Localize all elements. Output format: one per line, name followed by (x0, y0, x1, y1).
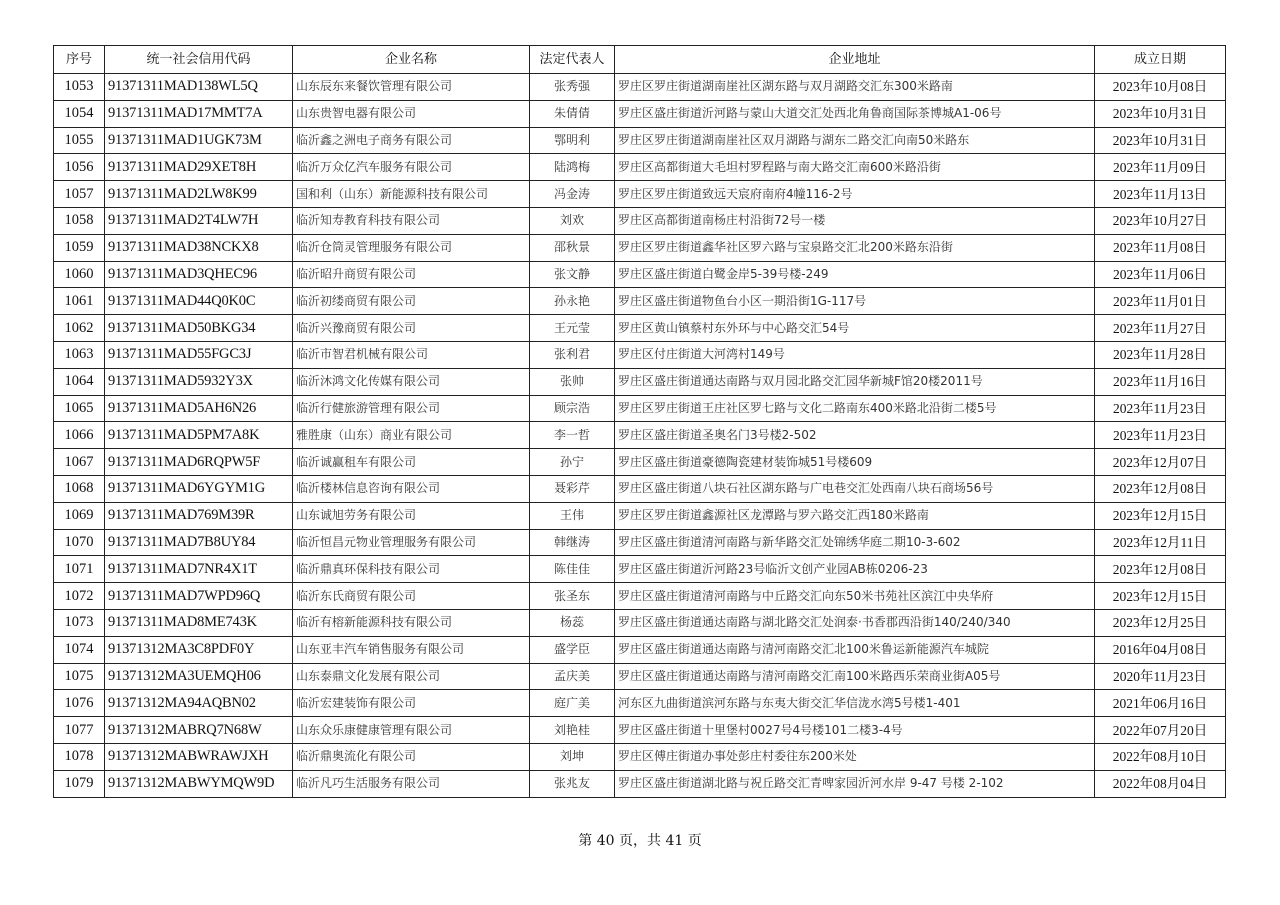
cell-company-address: 罗庄区盛庄街道十里堡村0027号4号楼101二楼3-4号 (615, 717, 1095, 744)
cell-establishment-date: 2023年12月25日 (1095, 609, 1226, 636)
cell-credit-code: 91371312MABWYMQW9D (105, 770, 293, 797)
table-row (54, 368, 1226, 395)
header-company-name: 企业名称 (293, 46, 530, 74)
cell-company-name: 临沂兴豫商贸有限公司 (293, 315, 530, 342)
cell-establishment-date: 2023年10月08日 (1095, 74, 1226, 101)
cell-serial-number: 1072 (54, 583, 105, 610)
header-serial-number: 序号 (54, 46, 105, 74)
table-row (54, 690, 1226, 717)
cell-serial-number: 1055 (54, 127, 105, 154)
cell-company-address: 罗庄区盛庄街道沂河路与蒙山大道交汇处西北角鲁商国际茶博城A1-06号 (615, 100, 1095, 127)
cell-company-name: 临沂知寿教育科技有限公司 (293, 207, 530, 234)
cell-legal-representative: 韩继涛 (530, 529, 615, 556)
cell-establishment-date: 2022年08月04日 (1095, 770, 1226, 797)
table-row (54, 502, 1226, 529)
cell-legal-representative: 顾宗浩 (530, 395, 615, 422)
cell-establishment-date: 2023年11月13日 (1095, 181, 1226, 208)
cell-credit-code: 91371311MAD50BKG34 (105, 315, 293, 342)
cell-credit-code: 91371311MAD38NCKX8 (105, 234, 293, 261)
cell-legal-representative: 孙宁 (530, 449, 615, 476)
cell-company-name: 临沂昭升商贸有限公司 (293, 261, 530, 288)
cell-company-address: 罗庄区盛庄街道沂河路23号临沂文创产业园AB栋0206-23 (615, 556, 1095, 583)
cell-legal-representative: 王元莹 (530, 315, 615, 342)
cell-legal-representative: 庭广美 (530, 690, 615, 717)
table-row (54, 207, 1226, 234)
cell-legal-representative: 李一哲 (530, 422, 615, 449)
cell-credit-code: 91371311MAD6RQPW5F (105, 449, 293, 476)
cell-establishment-date: 2023年11月09日 (1095, 154, 1226, 181)
cell-legal-representative: 刘艳桂 (530, 717, 615, 744)
cell-company-name: 临沂初缕商贸有限公司 (293, 288, 530, 315)
table-row (54, 663, 1226, 690)
table-row (54, 636, 1226, 663)
cell-legal-representative: 邵秋景 (530, 234, 615, 261)
cell-legal-representative: 孙永艳 (530, 288, 615, 315)
table-header-row (54, 46, 1226, 74)
cell-company-name: 临沂宏建装饰有限公司 (293, 690, 530, 717)
cell-serial-number: 1070 (54, 529, 105, 556)
cell-credit-code: 91371312MA94AQBN02 (105, 690, 293, 717)
cell-credit-code: 91371311MAD55FGC3J (105, 341, 293, 368)
header-company-address: 企业地址 (615, 46, 1095, 74)
cell-legal-representative: 盛学臣 (530, 636, 615, 663)
cell-company-address: 罗庄区付庄街道大河湾村149号 (615, 341, 1095, 368)
cell-establishment-date: 2023年12月15日 (1095, 583, 1226, 610)
cell-company-address: 罗庄区盛庄街道通达南路与清河南路交汇北100米鲁运新能源汽车城院 (615, 636, 1095, 663)
table-row (54, 770, 1226, 797)
cell-company-address: 罗庄区盛庄街道通达南路与湖北路交汇处润泰·书香郡西沿街140/240/340 (615, 609, 1095, 636)
cell-establishment-date: 2023年11月23日 (1095, 422, 1226, 449)
cell-legal-representative: 陆鸿梅 (530, 154, 615, 181)
cell-legal-representative: 冯金涛 (530, 181, 615, 208)
table-row (54, 583, 1226, 610)
cell-establishment-date: 2023年12月08日 (1095, 475, 1226, 502)
cell-company-address: 罗庄区罗庄街道湖南崖社区湖东路与双月湖路交汇东300米路南 (615, 74, 1095, 101)
cell-serial-number: 1068 (54, 475, 105, 502)
cell-establishment-date: 2023年12月15日 (1095, 502, 1226, 529)
cell-serial-number: 1054 (54, 100, 105, 127)
cell-company-name: 临沂万众亿汽车服务有限公司 (293, 154, 530, 181)
table-body (54, 74, 1226, 798)
header-establishment-date: 成立日期 (1095, 46, 1226, 74)
cell-company-address: 罗庄区傅庄街道办事处彭庄村委往东200米处 (615, 743, 1095, 770)
cell-company-address: 罗庄区高都街道大毛坦村罗程路与南大路交汇南600米路沿街 (615, 154, 1095, 181)
cell-credit-code: 91371311MAD44Q0K0C (105, 288, 293, 315)
cell-serial-number: 1066 (54, 422, 105, 449)
table-row (54, 261, 1226, 288)
cell-company-address: 罗庄区盛庄街道清河南路与中丘路交汇向东50米书苑社区滨江中央华府 (615, 583, 1095, 610)
table-row (54, 341, 1226, 368)
cell-serial-number: 1060 (54, 261, 105, 288)
cell-serial-number: 1056 (54, 154, 105, 181)
cell-establishment-date: 2023年11月27日 (1095, 315, 1226, 342)
cell-legal-representative: 张兆友 (530, 770, 615, 797)
cell-serial-number: 1074 (54, 636, 105, 663)
cell-company-name: 山东亚丰汽车销售服务有限公司 (293, 636, 530, 663)
cell-company-name: 临沂市智君机械有限公司 (293, 341, 530, 368)
cell-company-name: 山东泰鼎文化发展有限公司 (293, 663, 530, 690)
cell-serial-number: 1064 (54, 368, 105, 395)
cell-company-address: 罗庄区盛庄街道通达南路与双月园北路交汇园华新城F馆20楼2011号 (615, 368, 1095, 395)
cell-company-address: 罗庄区盛庄街道清河南路与新华路交汇处锦绣华庭二期10-3-602 (615, 529, 1095, 556)
header-credit-code: 统一社会信用代码 (105, 46, 293, 74)
cell-credit-code: 91371311MAD6YGYM1G (105, 475, 293, 502)
cell-establishment-date: 2023年10月27日 (1095, 207, 1226, 234)
cell-serial-number: 1076 (54, 690, 105, 717)
table-row (54, 127, 1226, 154)
cell-credit-code: 91371311MAD8ME743K (105, 609, 293, 636)
cell-company-name: 山东诚旭劳务有限公司 (293, 502, 530, 529)
cell-legal-representative: 孟庆美 (530, 663, 615, 690)
cell-legal-representative: 刘欢 (530, 207, 615, 234)
cell-establishment-date: 2023年11月28日 (1095, 341, 1226, 368)
cell-company-address: 罗庄区盛庄街道湖北路与祝丘路交汇青啤家园沂河水岸 9-47 号楼 2-102 (615, 770, 1095, 797)
cell-serial-number: 1058 (54, 207, 105, 234)
cell-legal-representative: 张帅 (530, 368, 615, 395)
cell-company-name: 临沂东氏商贸有限公司 (293, 583, 530, 610)
table-row (54, 100, 1226, 127)
cell-establishment-date: 2023年11月23日 (1095, 395, 1226, 422)
cell-company-address: 罗庄区盛庄街道八块石社区湖东路与广电巷交汇处西南八块石商场56号 (615, 475, 1095, 502)
cell-credit-code: 91371312MA3C8PDF0Y (105, 636, 293, 663)
cell-establishment-date: 2023年10月31日 (1095, 127, 1226, 154)
cell-legal-representative: 王伟 (530, 502, 615, 529)
cell-legal-representative: 朱倩倩 (530, 100, 615, 127)
cell-legal-representative: 张秀强 (530, 74, 615, 101)
cell-establishment-date: 2023年12月07日 (1095, 449, 1226, 476)
cell-serial-number: 1078 (54, 743, 105, 770)
cell-company-name: 山东贵智电器有限公司 (293, 100, 530, 127)
cell-credit-code: 91371312MABWRAWJXH (105, 743, 293, 770)
cell-serial-number: 1075 (54, 663, 105, 690)
cell-company-name: 临沂沐鸿文化传媒有限公司 (293, 368, 530, 395)
cell-company-address: 罗庄区盛庄街道圣奥名门3号楼2-502 (615, 422, 1095, 449)
cell-company-address: 罗庄区罗庄街道鑫源社区龙潭路与罗六路交汇西180米路南 (615, 502, 1095, 529)
cell-establishment-date: 2023年11月08日 (1095, 234, 1226, 261)
header-legal-representative: 法定代表人 (530, 46, 615, 74)
cell-establishment-date: 2023年10月31日 (1095, 100, 1226, 127)
cell-establishment-date: 2023年12月11日 (1095, 529, 1226, 556)
cell-establishment-date: 2022年08月10日 (1095, 743, 1226, 770)
cell-serial-number: 1057 (54, 181, 105, 208)
cell-credit-code: 91371311MAD2T4LW7H (105, 207, 293, 234)
table-row (54, 315, 1226, 342)
table-row (54, 529, 1226, 556)
table-row (54, 395, 1226, 422)
table-row (54, 288, 1226, 315)
table-row (54, 743, 1226, 770)
cell-serial-number: 1059 (54, 234, 105, 261)
cell-establishment-date: 2023年11月16日 (1095, 368, 1226, 395)
table-row (54, 609, 1226, 636)
cell-credit-code: 91371311MAD1UGK73M (105, 127, 293, 154)
cell-credit-code: 91371312MA3UEMQH06 (105, 663, 293, 690)
cell-company-name: 临沂诚赢租车有限公司 (293, 449, 530, 476)
table-row (54, 717, 1226, 744)
cell-establishment-date: 2016年04月08日 (1095, 636, 1226, 663)
cell-company-name: 山东辰东来餐饮管理有限公司 (293, 74, 530, 101)
cell-company-name: 临沂凡巧生活服务有限公司 (293, 770, 530, 797)
cell-company-address: 罗庄区高都街道南杨庄村沿街72号一楼 (615, 207, 1095, 234)
cell-company-address: 罗庄区罗庄街道致远天宸府南府4幢116-2号 (615, 181, 1095, 208)
cell-company-address: 罗庄区黄山镇蔡村东外环与中心路交汇54号 (615, 315, 1095, 342)
cell-legal-representative: 张圣东 (530, 583, 615, 610)
cell-credit-code: 91371311MAD2LW8K99 (105, 181, 293, 208)
cell-company-name: 临沂行健旅游管理有限公司 (293, 395, 530, 422)
cell-legal-representative: 聂彩芹 (530, 475, 615, 502)
cell-serial-number: 1065 (54, 395, 105, 422)
cell-company-address: 河东区九曲街道滨河东路与东夷大街交汇华信泷水湾5号楼1-401 (615, 690, 1095, 717)
cell-credit-code: 91371311MAD769M39R (105, 502, 293, 529)
cell-company-address: 罗庄区罗庄街道王庄社区罗七路与文化二路南东400米路北沿街二楼5号 (615, 395, 1095, 422)
cell-serial-number: 1053 (54, 74, 105, 101)
cell-company-name: 山东众乐康健康管理有限公司 (293, 717, 530, 744)
cell-credit-code: 91371311MAD17MMT7A (105, 100, 293, 127)
cell-company-name: 临沂恒昌元物业管理服务有限公司 (293, 529, 530, 556)
cell-establishment-date: 2022年07月20日 (1095, 717, 1226, 744)
cell-credit-code: 91371312MABRQ7N68W (105, 717, 293, 744)
table-row (54, 422, 1226, 449)
table-row (54, 234, 1226, 261)
cell-company-name: 临沂鼎奥流化有限公司 (293, 743, 530, 770)
cell-serial-number: 1069 (54, 502, 105, 529)
cell-legal-representative: 陈佳佳 (530, 556, 615, 583)
cell-company-name: 临沂鼎真环保科技有限公司 (293, 556, 530, 583)
cell-company-address: 罗庄区罗庄街道湖南崖社区双月湖路与湖东二路交汇向南50米路东 (615, 127, 1095, 154)
cell-serial-number: 1077 (54, 717, 105, 744)
cell-credit-code: 91371311MAD5AH6N26 (105, 395, 293, 422)
cell-company-name: 雅胜康（山东）商业有限公司 (293, 422, 530, 449)
cell-serial-number: 1073 (54, 609, 105, 636)
table-row (54, 154, 1226, 181)
cell-company-address: 罗庄区罗庄街道鑫华社区罗六路与宝泉路交汇北200米路东沿街 (615, 234, 1095, 261)
cell-establishment-date: 2020年11月23日 (1095, 663, 1226, 690)
cell-establishment-date: 2023年12月08日 (1095, 556, 1226, 583)
cell-credit-code: 91371311MAD5932Y3X (105, 368, 293, 395)
cell-establishment-date: 2023年11月01日 (1095, 288, 1226, 315)
cell-legal-representative: 杨蕊 (530, 609, 615, 636)
table-row (54, 449, 1226, 476)
cell-company-address: 罗庄区盛庄街道豪德陶瓷建材装饰城51号楼609 (615, 449, 1095, 476)
cell-serial-number: 1061 (54, 288, 105, 315)
cell-legal-representative: 刘坤 (530, 743, 615, 770)
table-row (54, 74, 1226, 101)
cell-credit-code: 91371311MAD138WL5Q (105, 74, 293, 101)
cell-company-address: 罗庄区盛庄街道物鱼台小区一期沿街1G-117号 (615, 288, 1095, 315)
cell-legal-representative: 张利君 (530, 341, 615, 368)
cell-establishment-date: 2021年06月16日 (1095, 690, 1226, 717)
cell-legal-representative: 张文静 (530, 261, 615, 288)
cell-serial-number: 1067 (54, 449, 105, 476)
enterprise-registry-table (53, 45, 1226, 798)
cell-serial-number: 1063 (54, 341, 105, 368)
table-row (54, 181, 1226, 208)
cell-company-name: 国和利（山东）新能源科技有限公司 (293, 181, 530, 208)
table-row (54, 475, 1226, 502)
cell-credit-code: 91371311MAD7B8UY84 (105, 529, 293, 556)
cell-company-address: 罗庄区盛庄街道白鹭金岸5-39号楼-249 (615, 261, 1095, 288)
cell-company-name: 临沂鑫之洲电子商务有限公司 (293, 127, 530, 154)
cell-establishment-date: 2023年11月06日 (1095, 261, 1226, 288)
cell-serial-number: 1071 (54, 556, 105, 583)
cell-serial-number: 1079 (54, 770, 105, 797)
page-number-footer: 第 40 页，共 41 页 (578, 833, 702, 849)
cell-company-name: 临沂仓筒灵管理服务有限公司 (293, 234, 530, 261)
cell-company-address: 罗庄区盛庄街道通达南路与清河南路交汇南100米路西乐荣商业街A05号 (615, 663, 1095, 690)
cell-company-name: 临沂有榕新能源科技有限公司 (293, 609, 530, 636)
cell-credit-code: 91371311MAD7WPD96Q (105, 583, 293, 610)
cell-credit-code: 91371311MAD5PM7A8K (105, 422, 293, 449)
table-row (54, 556, 1226, 583)
cell-credit-code: 91371311MAD7NR4X1T (105, 556, 293, 583)
cell-credit-code: 91371311MAD3QHEC96 (105, 261, 293, 288)
cell-credit-code: 91371311MAD29XET8H (105, 154, 293, 181)
cell-serial-number: 1062 (54, 315, 105, 342)
cell-legal-representative: 鄂明利 (530, 127, 615, 154)
cell-company-name: 临沂楼林信息咨询有限公司 (293, 475, 530, 502)
